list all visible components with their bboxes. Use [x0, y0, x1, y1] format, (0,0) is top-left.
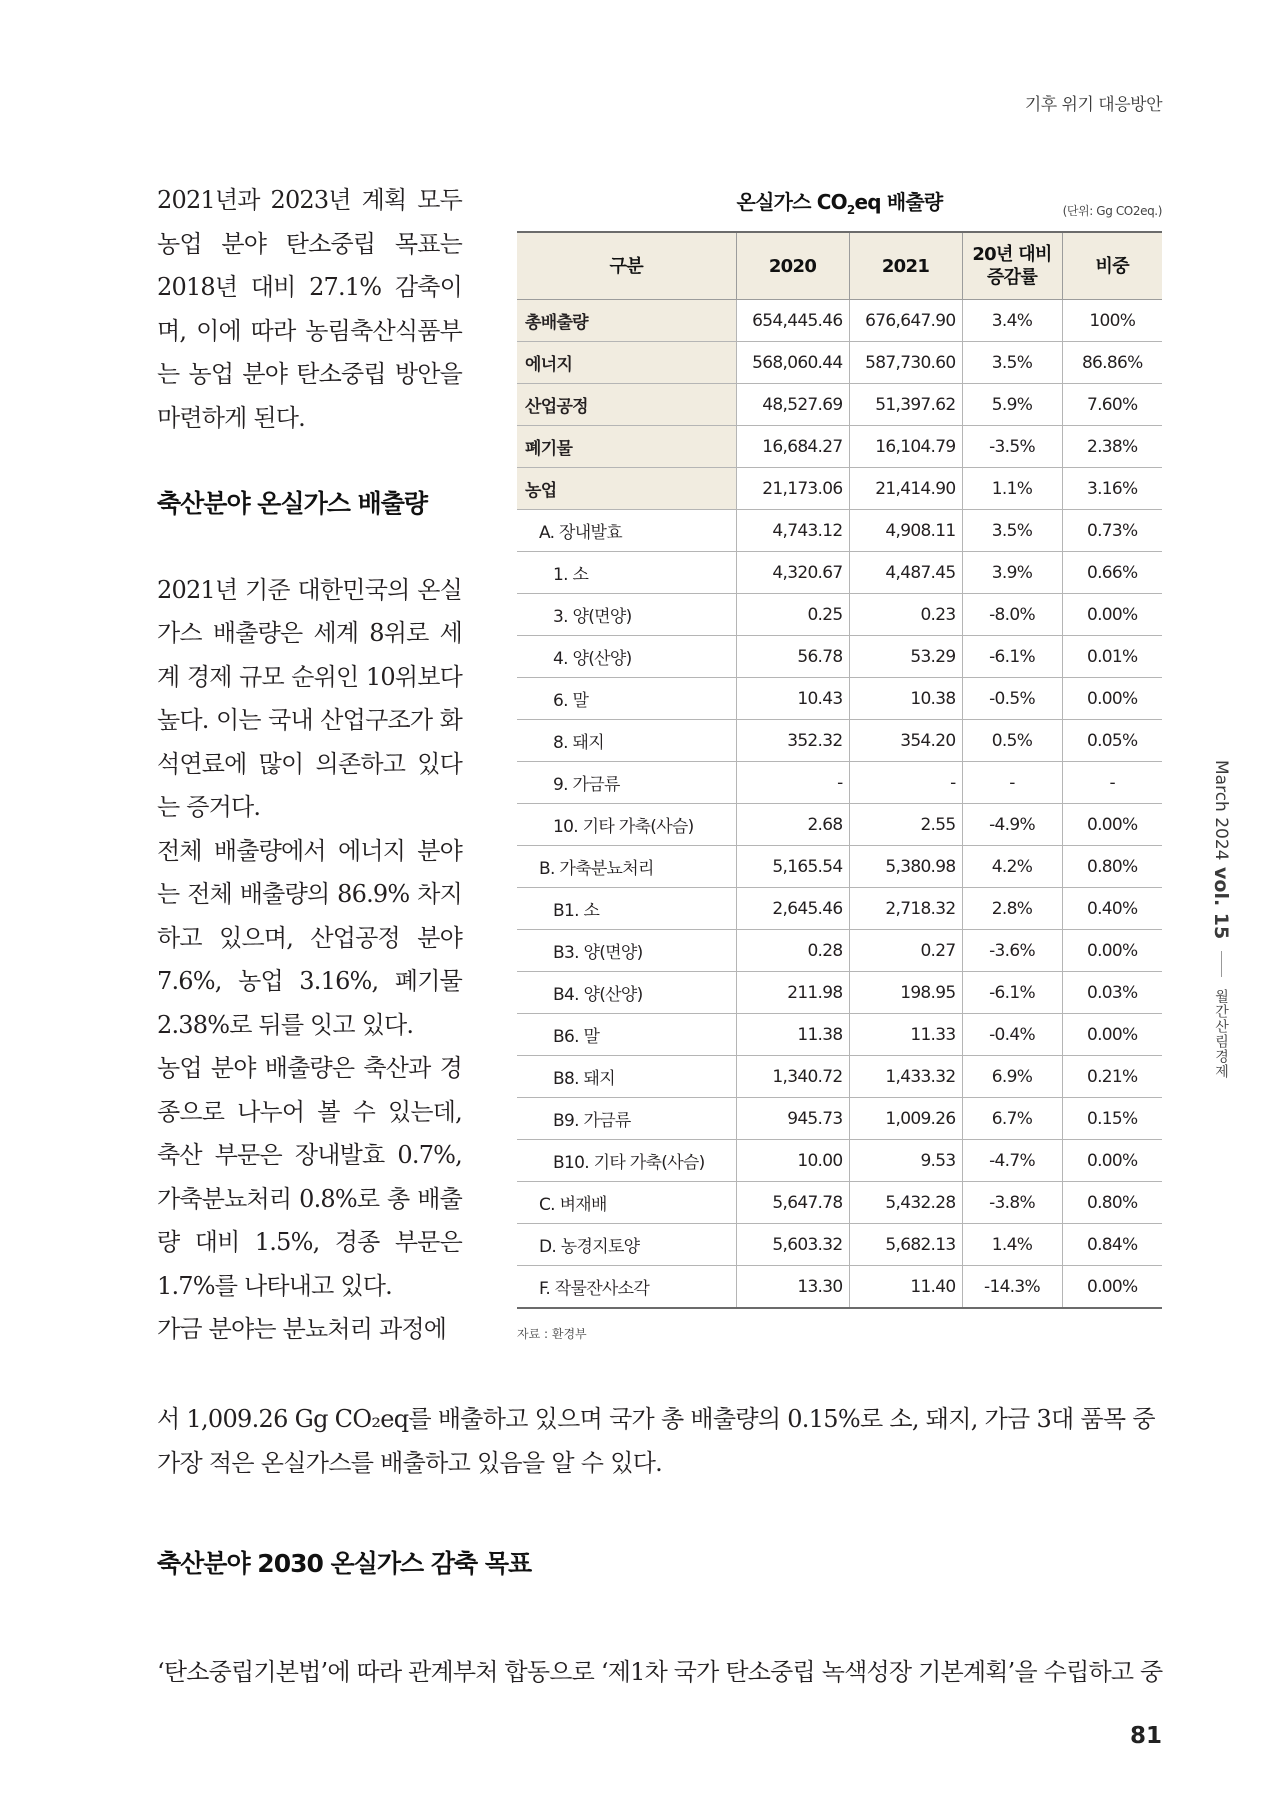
value-change: 0.5%: [962, 720, 1062, 762]
table-row: [517, 1140, 1162, 1182]
row-label: B9. 가금류: [517, 1098, 736, 1140]
value-2020: 352.32: [736, 720, 849, 762]
row-label: B. 가축분뇨처리: [517, 846, 736, 888]
value-2020: 5,603.32: [736, 1224, 849, 1266]
value-share: 0.00%: [1062, 594, 1162, 636]
value-share: 0.03%: [1062, 972, 1162, 1014]
value-2020: 654,445.46: [736, 300, 849, 342]
row-label: B4. 양(산양): [517, 972, 736, 1014]
value-2021: 354.20: [849, 720, 962, 762]
value-share: 0.66%: [1062, 552, 1162, 594]
value-2021: 5,682.13: [849, 1224, 962, 1266]
table-row: [517, 1014, 1162, 1056]
value-2020: 13.30: [736, 1266, 849, 1309]
value-share: 3.16%: [1062, 468, 1162, 510]
value-change: -6.1%: [962, 972, 1062, 1014]
table-row: [517, 300, 1162, 342]
value-2020: 4,743.12: [736, 510, 849, 552]
value-2020: 10.00: [736, 1140, 849, 1182]
value-share: 100%: [1062, 300, 1162, 342]
poultry-paragraph-rest: 서 1,009.26 Gg CO₂eq를 배출하고 있으며 국가 총 배출량의 0.15%로 소, 돼지, 가금 3대 품목 중 가장 적은 온실가스를 배출하고 있음을 알 수 있다.: [157, 1405, 1155, 1477]
value-2021: 10.38: [849, 678, 962, 720]
row-label: 에너지: [517, 342, 736, 384]
row-label: 6. 말: [517, 678, 736, 720]
value-change: 2.8%: [962, 888, 1062, 930]
value-2020: 4,320.67: [736, 552, 849, 594]
value-2020: 211.98: [736, 972, 849, 1014]
row-label: 9. 가금류: [517, 762, 736, 804]
header-share: 비중: [1062, 232, 1162, 300]
header-2021: 2021: [849, 232, 962, 300]
emissions-table: [517, 231, 1162, 1309]
value-2021: 4,487.45: [849, 552, 962, 594]
row-label: B8. 돼지: [517, 1056, 736, 1098]
row-label: 3. 양(면양): [517, 594, 736, 636]
table-row: [517, 972, 1162, 1014]
value-share: 86.86%: [1062, 342, 1162, 384]
issue-date: March 2024: [1211, 760, 1231, 861]
row-label: C. 벼재배: [517, 1182, 736, 1224]
value-change: -8.0%: [962, 594, 1062, 636]
header-category: 구분: [517, 232, 736, 300]
value-2021: 5,380.98: [849, 846, 962, 888]
value-2020: 2.68: [736, 804, 849, 846]
poultry-paragraph-start: 가금 분야는 분뇨처리 과정에: [157, 1315, 447, 1343]
value-2021: 5,432.28: [849, 1182, 962, 1224]
value-2020: 11.38: [736, 1014, 849, 1056]
value-2021: 1,009.26: [849, 1098, 962, 1140]
value-2020: 16,684.27: [736, 426, 849, 468]
intro-paragraph: 2021년과 2023년 계획 모두 농업 분야 탄소중립 목표는 2018년 대비 27.1% 감축이며, 이에 따라 농림축산식품부는 농업 분야 탄소중립 방안을 마련하게 된다.: [157, 186, 462, 432]
row-label: 10. 기타 가축(사슴): [517, 804, 736, 846]
value-2020: 5,647.78: [736, 1182, 849, 1224]
value-2020: 56.78: [736, 636, 849, 678]
table-row: [517, 468, 1162, 510]
value-2020: 10.43: [736, 678, 849, 720]
section2-title: 축산분야 2030 온실가스 감축 목표: [157, 1549, 532, 1578]
value-change: -0.4%: [962, 1014, 1062, 1056]
row-label: 8. 돼지: [517, 720, 736, 762]
header-change: 20년 대비 증감률: [962, 232, 1062, 300]
table-row: [517, 342, 1162, 384]
table-row: [517, 426, 1162, 468]
value-2021: 676,647.90: [849, 300, 962, 342]
table-row: [517, 804, 1162, 846]
row-label: D. 농경지토양: [517, 1224, 736, 1266]
table-row: [517, 1266, 1162, 1309]
row-label: B6. 말: [517, 1014, 736, 1056]
value-share: 0.15%: [1062, 1098, 1162, 1140]
value-change: 3.4%: [962, 300, 1062, 342]
value-change: -: [962, 762, 1062, 804]
value-share: 0.00%: [1062, 1140, 1162, 1182]
table-row: [517, 594, 1162, 636]
value-change: 4.2%: [962, 846, 1062, 888]
value-share: 0.00%: [1062, 804, 1162, 846]
value-2021: 16,104.79: [849, 426, 962, 468]
table-row: [517, 636, 1162, 678]
section2-paragraph: ‘탄소중립기본법’에 따라 관계부처 합동으로 ‘제1차 국가 탄소중립 녹색성장 기본계획’을 수립하고 중: [157, 1658, 1163, 1686]
table-unit: (단위: Gg CO2eq.): [1062, 204, 1162, 218]
value-2020: 1,340.72: [736, 1056, 849, 1098]
value-share: 0.00%: [1062, 678, 1162, 720]
value-share: 0.84%: [1062, 1224, 1162, 1266]
full-width-text: [157, 1397, 1162, 1485]
value-share: 0.80%: [1062, 846, 1162, 888]
value-change: -4.7%: [962, 1140, 1062, 1182]
section1-paragraph-1: 2021년 기준 대한민국의 온실가스 배출량은 세계 8위로 세계 경제 규모 순위인 10위보다 높다. 이는 국내 산업구조가 화석연료에 많이 의존하고 있다는 증거다.: [157, 575, 462, 821]
row-label: F. 작물잔사소각: [517, 1266, 736, 1309]
value-change: -3.6%: [962, 930, 1062, 972]
value-share: 0.00%: [1062, 1014, 1162, 1056]
value-2021: 2.55: [849, 804, 962, 846]
value-change: 3.9%: [962, 552, 1062, 594]
value-change: -0.5%: [962, 678, 1062, 720]
issue-volume: vol. 15: [1210, 866, 1232, 939]
value-2021: 2,718.32: [849, 888, 962, 930]
value-change: 3.5%: [962, 510, 1062, 552]
table-row: [517, 846, 1162, 888]
value-share: 0.05%: [1062, 720, 1162, 762]
row-label: 총배출량: [517, 300, 736, 342]
value-change: 6.7%: [962, 1098, 1062, 1140]
value-change: 1.4%: [962, 1224, 1062, 1266]
table-row: [517, 762, 1162, 804]
value-change: 1.1%: [962, 468, 1062, 510]
value-change: 6.9%: [962, 1056, 1062, 1098]
row-label: 농업: [517, 468, 736, 510]
emissions-table-block: [517, 186, 1162, 1342]
table-header-row: [517, 232, 1162, 300]
value-share: 2.38%: [1062, 426, 1162, 468]
value-share: -: [1062, 762, 1162, 804]
value-change: -4.9%: [962, 804, 1062, 846]
value-share: 0.40%: [1062, 888, 1162, 930]
value-2021: 9.53: [849, 1140, 962, 1182]
value-share: 0.01%: [1062, 636, 1162, 678]
row-label: B1. 소: [517, 888, 736, 930]
value-2020: 568,060.44: [736, 342, 849, 384]
value-2021: -: [849, 762, 962, 804]
row-label: 4. 양(산양): [517, 636, 736, 678]
issue-sidebar: [1210, 760, 1232, 1079]
value-change: 3.5%: [962, 342, 1062, 384]
value-2021: 53.29: [849, 636, 962, 678]
value-2020: 21,173.06: [736, 468, 849, 510]
value-change: -14.3%: [962, 1266, 1062, 1309]
row-label: B3. 양(면양): [517, 930, 736, 972]
running-header: 기후 위기 대응방안: [1024, 95, 1162, 115]
table-row: [517, 888, 1162, 930]
table-row: [517, 1224, 1162, 1266]
value-share: 0.73%: [1062, 510, 1162, 552]
value-2021: 51,397.62: [849, 384, 962, 426]
value-2020: 0.25: [736, 594, 849, 636]
value-2021: 0.27: [849, 930, 962, 972]
value-2020: -: [736, 762, 849, 804]
table-row: [517, 1056, 1162, 1098]
value-2021: 198.95: [849, 972, 962, 1014]
value-change: -3.8%: [962, 1182, 1062, 1224]
table-title: 온실가스 $CO_2eq$ 배출량: [736, 190, 943, 217]
row-label: 산업공정: [517, 384, 736, 426]
value-share: 7.60%: [1062, 384, 1162, 426]
value-share: 0.00%: [1062, 1266, 1162, 1309]
table-row: [517, 930, 1162, 972]
header-2020: 2020: [736, 232, 849, 300]
value-2020: 2,645.46: [736, 888, 849, 930]
row-label: 1. 소: [517, 552, 736, 594]
value-2021: 0.23: [849, 594, 962, 636]
value-2020: 5,165.54: [736, 846, 849, 888]
sidebar-divider: [1221, 951, 1222, 977]
value-share: 0.00%: [1062, 930, 1162, 972]
value-change: -6.1%: [962, 636, 1062, 678]
value-2021: 11.40: [849, 1266, 962, 1309]
page-number: 81: [1129, 1723, 1162, 1749]
table-row: [517, 1098, 1162, 1140]
value-2021: 4,908.11: [849, 510, 962, 552]
value-change: 5.9%: [962, 384, 1062, 426]
row-label: A. 장내발효: [517, 510, 736, 552]
table-row: [517, 678, 1162, 720]
value-2020: 0.28: [736, 930, 849, 972]
value-2021: 587,730.60: [849, 342, 962, 384]
value-share: 0.80%: [1062, 1182, 1162, 1224]
section1-paragraph-2: 전체 배출량에서 에너지 분야는 전체 배출량의 86.9% 차지하고 있으며, 산업공정 분야 7.6%, 농업 3.16%, 폐기물 2.38%로 뒤를 잇고 있다.: [157, 836, 462, 1039]
value-2020: 48,527.69: [736, 384, 849, 426]
left-column: [157, 179, 462, 1352]
row-label: 폐기물: [517, 426, 736, 468]
value-2021: 21,414.90: [849, 468, 962, 510]
table-source: 자료 : 환경부: [517, 1327, 587, 1341]
value-2020: 945.73: [736, 1098, 849, 1140]
table-row: [517, 384, 1162, 426]
value-share: 0.21%: [1062, 1056, 1162, 1098]
magazine-name: 월간산림경제: [1213, 988, 1229, 1079]
row-label: B10. 기타 가축(사슴): [517, 1140, 736, 1182]
section1-title: 축산분야 온실가스 배출량: [157, 489, 428, 518]
table-row: [517, 552, 1162, 594]
table-row: [517, 720, 1162, 762]
section1-paragraph-3: 농업 분야 배출량은 축산과 경종으로 나누어 볼 수 있는데, 축산 부문은 장내발효 0.7%, 가축분뇨처리 0.8%로 총 배출량 대비 1.5%, 경종 부문은 1.7%를 나타내고 있다.: [157, 1054, 462, 1300]
table-row: [517, 510, 1162, 552]
table-row: [517, 1182, 1162, 1224]
value-2021: 11.33: [849, 1014, 962, 1056]
value-change: -3.5%: [962, 426, 1062, 468]
value-2021: 1,433.32: [849, 1056, 962, 1098]
